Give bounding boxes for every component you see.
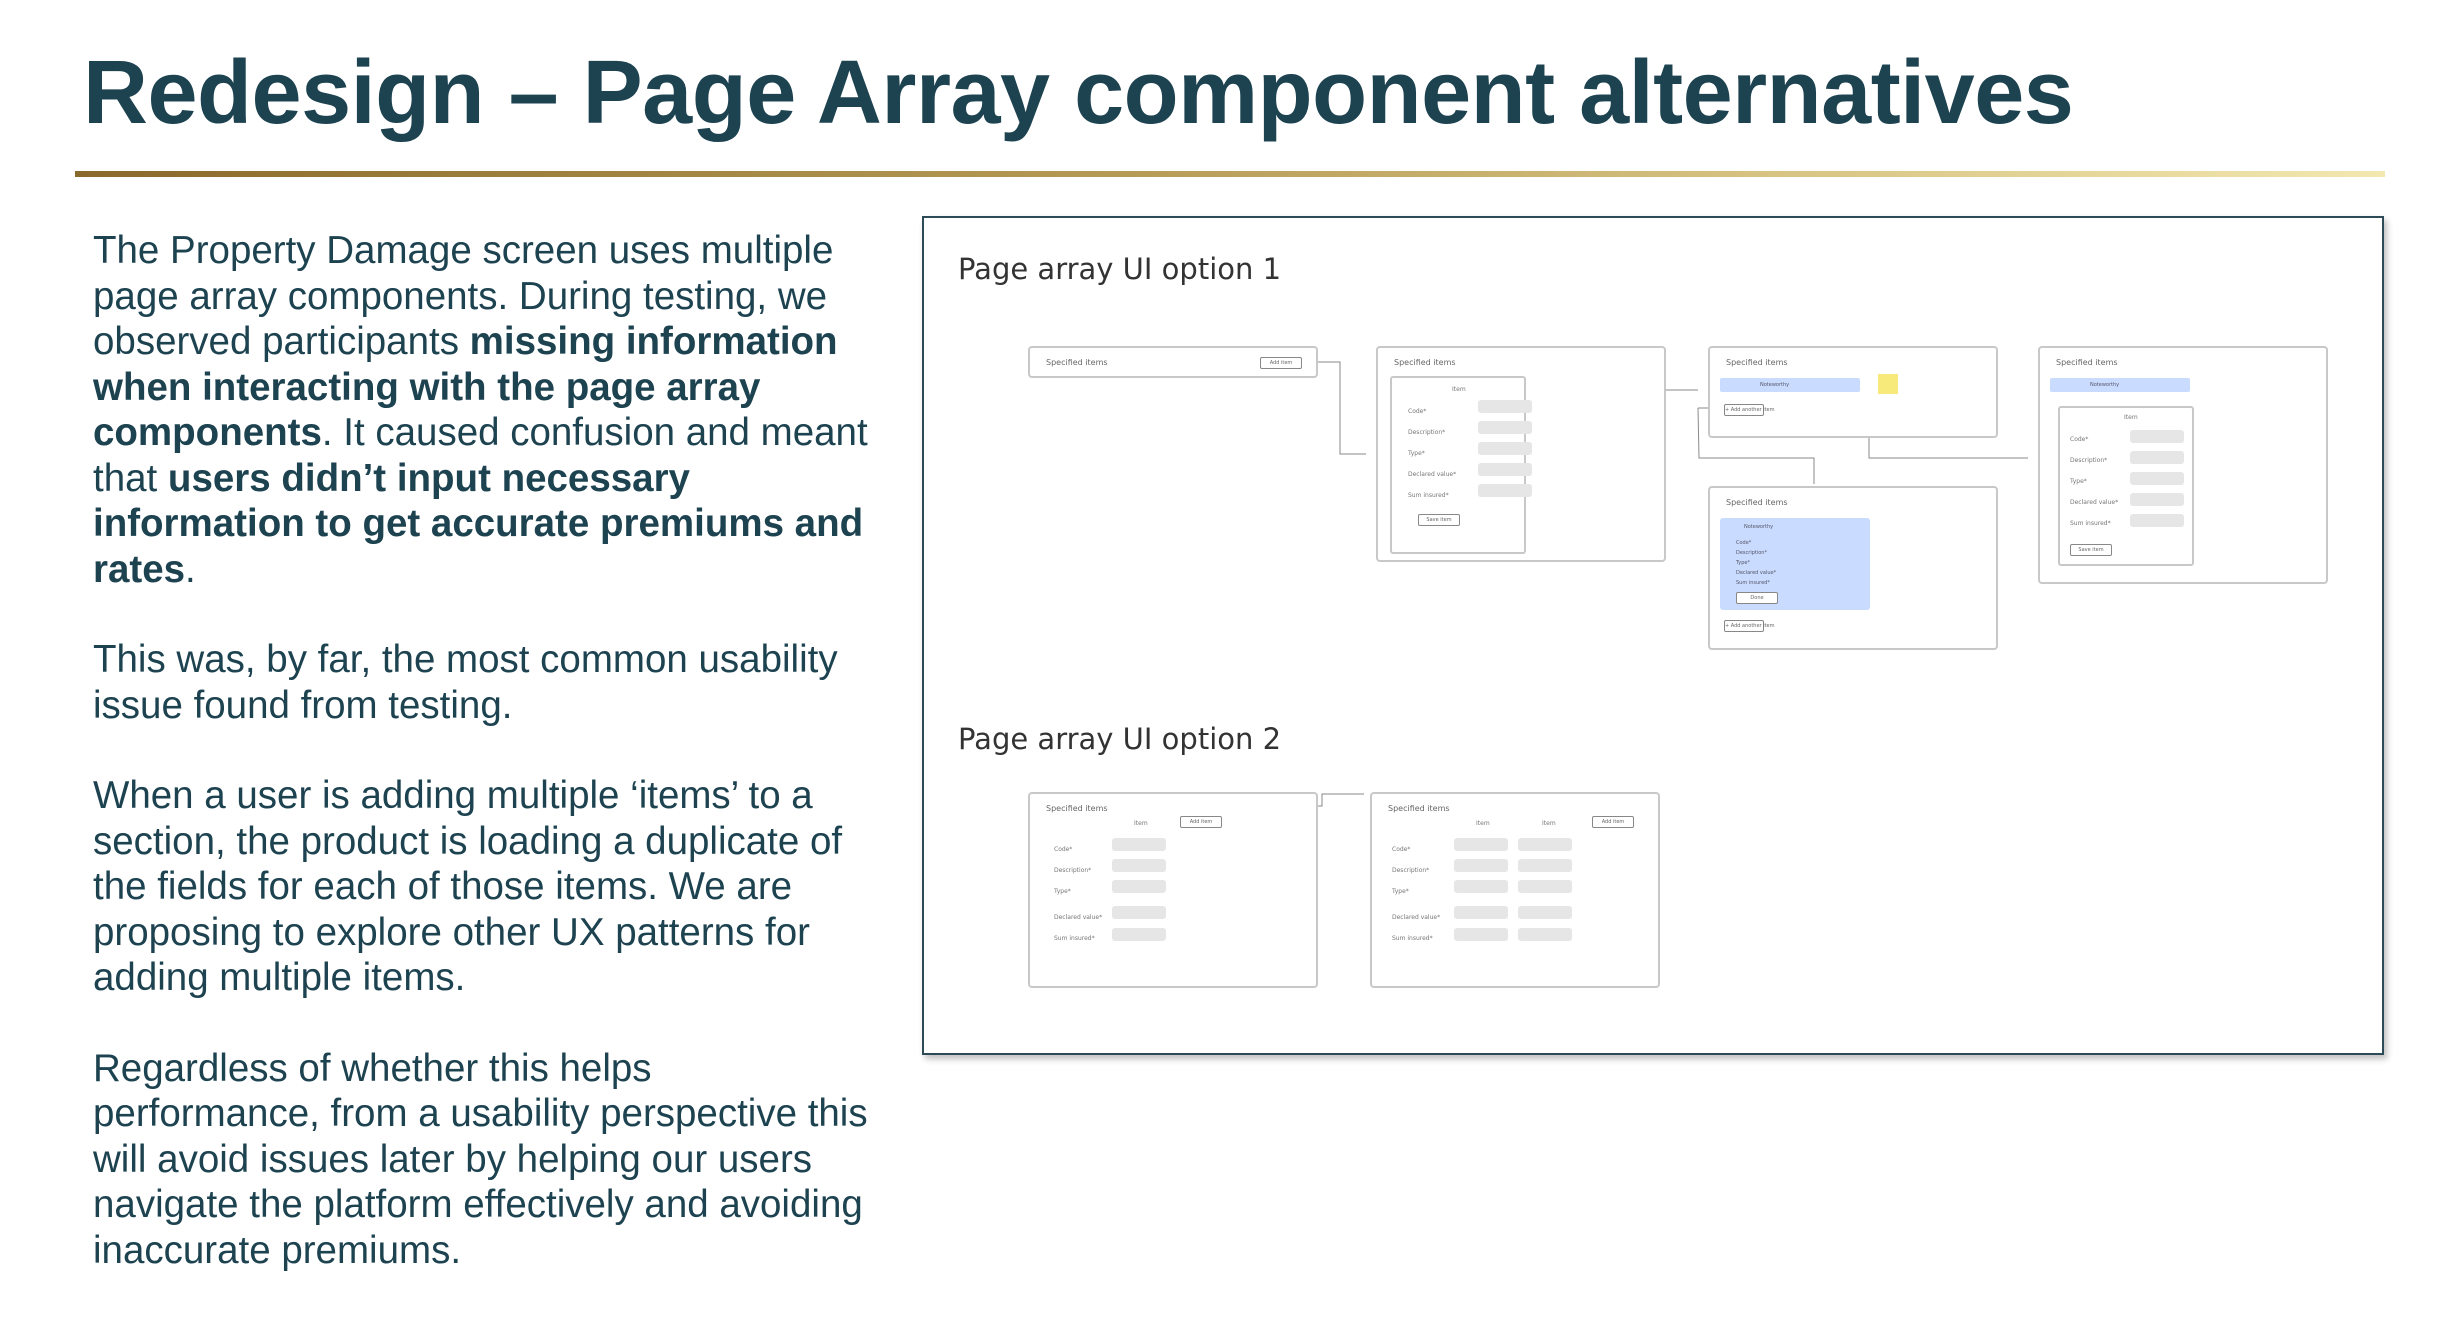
item-heading-2: Item: [2124, 414, 2138, 421]
done-button[interactable]: Done: [1736, 592, 1778, 604]
option1-frame-a: [1028, 346, 1318, 378]
sum-field-opt2b-1[interactable]: [1454, 928, 1508, 941]
type-field[interactable]: [1478, 442, 1532, 455]
description-field-opt2b-1[interactable]: [1454, 859, 1508, 872]
declared-field-opt2b-2[interactable]: [1518, 906, 1572, 919]
sum-label-opt2b: Sum insured*: [1392, 935, 1433, 942]
sum-insured-label-2: Sum insured*: [2070, 520, 2111, 527]
item-form-2: [2058, 406, 2194, 566]
option2-frame-a: [1028, 792, 1318, 988]
option1-frame-e: [2038, 346, 2328, 584]
code-label: Code*: [1408, 408, 1427, 415]
p1-bold-b: missing information when interacting with the page array components: [93, 320, 838, 454]
type-label-opt2b: Type*: [1392, 888, 1409, 895]
card-declared-label: Declared value*: [1736, 570, 1777, 576]
expanded-item-card: [1720, 518, 1870, 610]
description-label: Description*: [1408, 429, 1446, 436]
column-heading: Item: [1134, 820, 1148, 827]
card-description-label: Description*: [1736, 550, 1767, 556]
code-field-opt2b-2[interactable]: [1518, 838, 1572, 851]
p1-text-a: The Property Damage screen uses multiple page array components. During testing, we observed participants: [93, 229, 834, 363]
added-item-chip[interactable]: Noteworthy: [1720, 378, 1860, 392]
p1-text-c: . It caused confusion and meant that: [93, 411, 868, 500]
card-sum-label: Sum insured*: [1736, 580, 1770, 586]
option1-frame-d: [1708, 486, 1998, 650]
paragraph-4: Regardless of whether this helps performance, from a usability perspective this will avoid issues later by helping our users navigate the platform effectively and avoiding inaccurate premiums.: [93, 1046, 868, 1272]
code-field-opt2[interactable]: [1112, 838, 1166, 851]
wireframe-panel: [922, 216, 2384, 1055]
option-2-label: Page array UI option 2: [958, 722, 1282, 756]
title-underline: [75, 171, 2385, 177]
sum-field-opt2[interactable]: [1112, 928, 1166, 941]
option-1-label: Page array UI option 1: [958, 252, 1282, 286]
type-field-opt2[interactable]: [1112, 880, 1166, 893]
declared-value-label-2: Declared value*: [2070, 499, 2119, 506]
description-field-2[interactable]: [2130, 451, 2184, 464]
paragraph-1: [93, 228, 883, 592]
p1-text-e: .: [185, 547, 196, 591]
add-another-button-2[interactable]: + Add another item: [1724, 620, 1764, 632]
add-item-button-opt2b[interactable]: Add item: [1592, 816, 1634, 828]
add-item-button-opt2[interactable]: Add item: [1180, 816, 1222, 828]
sum-field-opt2b-2[interactable]: [1518, 928, 1572, 941]
code-label-opt2: Code*: [1054, 846, 1073, 853]
declared-field-opt2[interactable]: [1112, 906, 1166, 919]
sum-insured-field-2[interactable]: [2130, 514, 2184, 527]
add-another-button[interactable]: + Add another item: [1724, 404, 1764, 416]
frame-title: Specified items: [1388, 804, 1450, 813]
sum-insured-field[interactable]: [1478, 484, 1532, 497]
add-item-button[interactable]: Add item: [1260, 357, 1302, 369]
item-form: [1390, 376, 1526, 554]
declared-label-opt2: Declared value*: [1054, 914, 1103, 921]
description-label-opt2: Description*: [1054, 867, 1092, 874]
frame-title: Specified items: [1394, 358, 1456, 367]
type-label-opt2: Type*: [1054, 888, 1071, 895]
code-field-2[interactable]: [2130, 430, 2184, 443]
code-field[interactable]: [1478, 400, 1532, 413]
card-title: Noteworthy: [1744, 524, 1774, 530]
declared-value-field[interactable]: [1478, 463, 1532, 476]
type-field-2[interactable]: [2130, 472, 2184, 485]
type-label: Type*: [1408, 450, 1425, 457]
card-type-label: Type*: [1736, 560, 1750, 566]
save-item-button[interactable]: Save item: [1418, 514, 1460, 526]
frame-title: Specified items: [1046, 804, 1108, 813]
option1-frame-b: [1376, 346, 1666, 562]
sum-insured-label: Sum insured*: [1408, 492, 1449, 499]
description-field[interactable]: [1478, 421, 1532, 434]
declared-label-opt2b: Declared value*: [1392, 914, 1441, 921]
sticky-note: [1878, 374, 1898, 394]
frame-title: Specified items: [2056, 358, 2118, 367]
description-label-2: Description*: [2070, 457, 2108, 464]
p1-bold-d: users didn’t input necessary information to get accurate premiums and rates: [93, 456, 864, 591]
frame-title: Specified items: [1046, 358, 1108, 367]
column-heading-2: Item: [1542, 820, 1556, 827]
save-item-button-2[interactable]: Save item: [2070, 544, 2112, 556]
description-field-opt2[interactable]: [1112, 859, 1166, 872]
paragraph-3: When a user is adding multiple ‘items’ to a section, the product is loading a duplicate of the fields for each of those items. We are proposing to explore other UX patterns for adding multiple items.: [93, 774, 843, 999]
option1-frame-c: [1708, 346, 1998, 438]
declared-value-field-2[interactable]: [2130, 493, 2184, 506]
declared-value-label: Declared value*: [1408, 471, 1457, 478]
declared-field-opt2b-1[interactable]: [1454, 906, 1508, 919]
frame-title: Specified items: [1726, 358, 1788, 367]
code-label-2: Code*: [2070, 436, 2089, 443]
code-label-opt2b: Code*: [1392, 846, 1411, 853]
sum-label-opt2: Sum insured*: [1054, 935, 1095, 942]
item-heading: Item: [1452, 386, 1466, 393]
body-text: [93, 228, 883, 1318]
description-label-opt2b: Description*: [1392, 867, 1430, 874]
option2-frame-b: [1370, 792, 1660, 988]
description-field-opt2b-2[interactable]: [1518, 859, 1572, 872]
paragraph-2: This was, by far, the most common usability issue found from testing.: [93, 638, 838, 727]
column-heading-1: Item: [1476, 820, 1490, 827]
page-title: Redesign – Page Array component alternatives: [83, 43, 2074, 143]
code-field-opt2b-1[interactable]: [1454, 838, 1508, 851]
frame-title: Specified items: [1726, 498, 1788, 507]
type-field-opt2b-2[interactable]: [1518, 880, 1572, 893]
type-label-2: Type*: [2070, 478, 2087, 485]
added-item-chip-2[interactable]: Noteworthy: [2050, 378, 2190, 392]
card-code-label: Code*: [1736, 540, 1752, 546]
type-field-opt2b-1[interactable]: [1454, 880, 1508, 893]
